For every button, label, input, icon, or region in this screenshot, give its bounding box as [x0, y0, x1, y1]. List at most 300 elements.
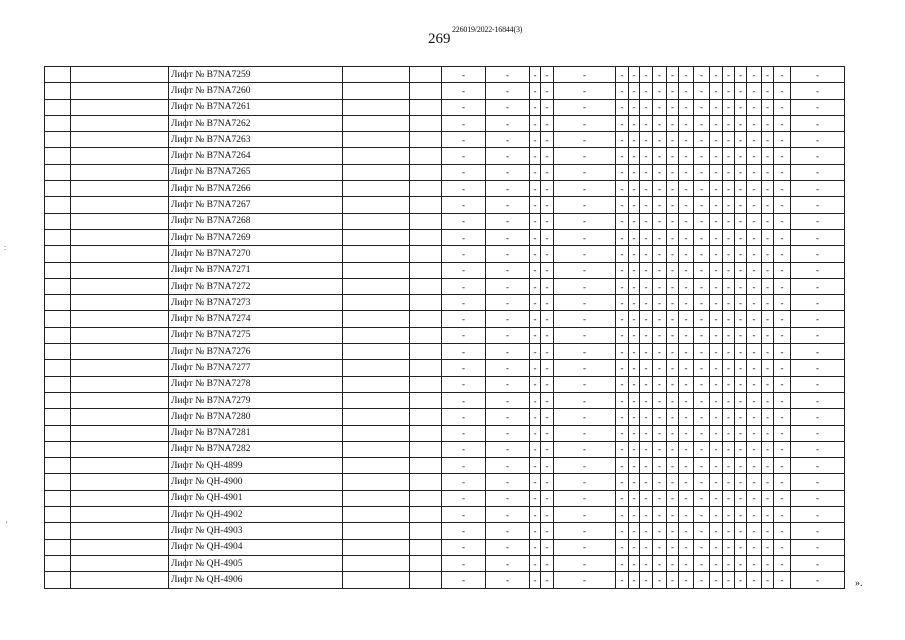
dash-cell: -	[486, 229, 530, 245]
dash-cell: -	[667, 115, 679, 131]
dash-cell: -	[791, 311, 845, 327]
dash-cell: -	[541, 115, 554, 131]
dash-cell: -	[541, 148, 554, 164]
dash-cell: -	[640, 295, 653, 311]
dash-cell: -	[640, 115, 653, 131]
dash-cell: -	[653, 262, 667, 278]
dash-cell: -	[541, 197, 554, 213]
empty-cell	[410, 474, 442, 490]
dash-cell: -	[629, 132, 640, 148]
table-row	[45, 99, 845, 115]
empty-cell	[71, 99, 169, 115]
dash-cell: -	[747, 83, 762, 99]
dash-cell: -	[629, 507, 640, 523]
dash-cell: -	[710, 67, 723, 83]
dash-cell: -	[442, 507, 486, 523]
dash-cell: -	[679, 507, 694, 523]
empty-cell	[343, 327, 410, 343]
table-row	[45, 295, 845, 311]
dash-cell: -	[747, 132, 762, 148]
margin-mark-lower: '	[6, 520, 8, 529]
dash-cell: -	[791, 344, 845, 360]
dash-cell: -	[791, 262, 845, 278]
dash-cell: -	[442, 197, 486, 213]
empty-cell	[410, 132, 442, 148]
dash-cell: -	[530, 197, 541, 213]
empty-cell	[410, 99, 442, 115]
dash-cell: -	[653, 278, 667, 294]
dash-cell: -	[554, 376, 616, 392]
dash-cell: -	[735, 295, 747, 311]
dash-cell: -	[723, 148, 735, 164]
dash-cell: -	[710, 425, 723, 441]
dash-cell: -	[791, 278, 845, 294]
dash-cell: -	[667, 132, 679, 148]
dash-cell: -	[791, 458, 845, 474]
empty-cell	[45, 572, 71, 588]
dash-cell: -	[541, 181, 554, 197]
elevator-name-cell: Лифт № B7NA7265	[169, 164, 343, 180]
table-row	[45, 213, 845, 229]
dash-cell: -	[667, 490, 679, 506]
empty-cell	[71, 132, 169, 148]
dash-cell: -	[554, 115, 616, 131]
dash-cell: -	[679, 99, 694, 115]
dash-cell: -	[723, 164, 735, 180]
dash-cell: -	[710, 555, 723, 571]
dash-cell: -	[774, 507, 791, 523]
empty-cell	[45, 409, 71, 425]
dash-cell: -	[723, 539, 735, 555]
dash-cell: -	[694, 409, 710, 425]
table-row	[45, 262, 845, 278]
dash-cell: -	[442, 539, 486, 555]
dash-cell: -	[762, 425, 774, 441]
dash-cell: -	[723, 83, 735, 99]
empty-cell	[71, 229, 169, 245]
dash-cell: -	[629, 344, 640, 360]
dash-cell: -	[653, 441, 667, 457]
empty-cell	[71, 327, 169, 343]
dash-cell: -	[710, 507, 723, 523]
dash-cell: -	[762, 327, 774, 343]
dash-cell: -	[530, 441, 541, 457]
empty-cell	[71, 572, 169, 588]
dash-cell: -	[735, 132, 747, 148]
empty-cell	[410, 376, 442, 392]
dash-cell: -	[629, 181, 640, 197]
dash-cell: -	[791, 327, 845, 343]
dash-cell: -	[616, 474, 629, 490]
empty-cell	[410, 278, 442, 294]
dash-cell: -	[616, 213, 629, 229]
empty-cell	[71, 458, 169, 474]
dash-cell: -	[747, 99, 762, 115]
empty-cell	[45, 115, 71, 131]
dash-cell: -	[486, 148, 530, 164]
dash-cell: -	[747, 311, 762, 327]
dash-cell: -	[694, 164, 710, 180]
elevator-register-table	[44, 66, 845, 589]
dash-cell: -	[735, 181, 747, 197]
dash-cell: -	[486, 572, 530, 588]
dash-cell: -	[679, 83, 694, 99]
elevator-name-cell: Лифт № QH-4904	[169, 539, 343, 555]
dash-cell: -	[762, 164, 774, 180]
empty-cell	[45, 490, 71, 506]
dash-cell: -	[679, 197, 694, 213]
dash-cell: -	[486, 246, 530, 262]
dash-cell: -	[774, 164, 791, 180]
dash-cell: -	[735, 213, 747, 229]
empty-cell	[410, 458, 442, 474]
empty-cell	[71, 67, 169, 83]
dash-cell: -	[653, 539, 667, 555]
dash-cell: -	[554, 441, 616, 457]
dash-cell: -	[486, 132, 530, 148]
dash-cell: -	[530, 246, 541, 262]
empty-cell	[343, 311, 410, 327]
dash-cell: -	[735, 425, 747, 441]
dash-cell: -	[791, 376, 845, 392]
dash-cell: -	[442, 409, 486, 425]
dash-cell: -	[723, 197, 735, 213]
dash-cell: -	[629, 213, 640, 229]
dash-cell: -	[629, 115, 640, 131]
dash-cell: -	[530, 555, 541, 571]
dash-cell: -	[486, 539, 530, 555]
dash-cell: -	[541, 262, 554, 278]
dash-cell: -	[735, 148, 747, 164]
dash-cell: -	[747, 278, 762, 294]
dash-cell: -	[541, 278, 554, 294]
dash-cell: -	[679, 164, 694, 180]
dash-cell: -	[710, 376, 723, 392]
empty-cell	[71, 539, 169, 555]
dash-cell: -	[774, 132, 791, 148]
dash-cell: -	[442, 295, 486, 311]
dash-cell: -	[735, 115, 747, 131]
dash-cell: -	[791, 507, 845, 523]
elevator-name-cell: Лифт № B7NA7272	[169, 278, 343, 294]
dash-cell: -	[442, 344, 486, 360]
dash-cell: -	[554, 83, 616, 99]
empty-cell	[410, 181, 442, 197]
dash-cell: -	[723, 409, 735, 425]
dash-cell: -	[791, 360, 845, 376]
table-row	[45, 148, 845, 164]
dash-cell: -	[442, 67, 486, 83]
dash-cell: -	[653, 246, 667, 262]
dash-cell: -	[791, 115, 845, 131]
empty-cell	[410, 311, 442, 327]
dash-cell: -	[735, 376, 747, 392]
dash-cell: -	[679, 311, 694, 327]
empty-cell	[71, 392, 169, 408]
dash-cell: -	[710, 441, 723, 457]
dash-cell: -	[486, 441, 530, 457]
dash-cell: -	[774, 441, 791, 457]
dash-cell: -	[694, 278, 710, 294]
dash-cell: -	[791, 132, 845, 148]
dash-cell: -	[679, 441, 694, 457]
dash-cell: -	[640, 132, 653, 148]
dash-cell: -	[791, 490, 845, 506]
dash-cell: -	[791, 197, 845, 213]
empty-cell	[410, 327, 442, 343]
dash-cell: -	[667, 458, 679, 474]
empty-cell	[45, 555, 71, 571]
dash-cell: -	[629, 148, 640, 164]
empty-cell	[410, 490, 442, 506]
dash-cell: -	[442, 278, 486, 294]
dash-cell: -	[554, 311, 616, 327]
dash-cell: -	[679, 376, 694, 392]
dash-cell: -	[486, 392, 530, 408]
dash-cell: -	[667, 507, 679, 523]
dash-cell: -	[679, 229, 694, 245]
empty-cell	[343, 555, 410, 571]
dash-cell: -	[667, 327, 679, 343]
dash-cell: -	[774, 425, 791, 441]
dash-cell: -	[486, 278, 530, 294]
elevator-name-cell: Лифт № B7NA7261	[169, 99, 343, 115]
dash-cell: -	[723, 344, 735, 360]
dash-cell: -	[791, 164, 845, 180]
empty-cell	[45, 99, 71, 115]
dash-cell: -	[629, 67, 640, 83]
dash-cell: -	[791, 392, 845, 408]
empty-cell	[410, 555, 442, 571]
dash-cell: -	[442, 213, 486, 229]
dash-cell: -	[774, 278, 791, 294]
empty-cell	[343, 441, 410, 457]
dash-cell: -	[710, 229, 723, 245]
dash-cell: -	[791, 441, 845, 457]
empty-cell	[343, 213, 410, 229]
dash-cell: -	[541, 507, 554, 523]
dash-cell: -	[629, 425, 640, 441]
dash-cell: -	[710, 344, 723, 360]
dash-cell: -	[710, 327, 723, 343]
dash-cell: -	[723, 246, 735, 262]
dash-cell: -	[791, 572, 845, 588]
empty-cell	[71, 83, 169, 99]
empty-cell	[343, 458, 410, 474]
dash-cell: -	[442, 360, 486, 376]
dash-cell: -	[694, 213, 710, 229]
empty-cell	[410, 344, 442, 360]
dash-cell: -	[486, 67, 530, 83]
empty-cell	[410, 83, 442, 99]
dash-cell: -	[629, 441, 640, 457]
dash-cell: -	[735, 507, 747, 523]
dash-cell: -	[530, 148, 541, 164]
dash-cell: -	[667, 392, 679, 408]
dash-cell: -	[554, 213, 616, 229]
dash-cell: -	[486, 555, 530, 571]
empty-cell	[45, 148, 71, 164]
dash-cell: -	[541, 458, 554, 474]
empty-cell	[71, 523, 169, 539]
dash-cell: -	[710, 474, 723, 490]
dash-cell: -	[530, 409, 541, 425]
dash-cell: -	[640, 474, 653, 490]
empty-cell	[45, 67, 71, 83]
dash-cell: -	[541, 409, 554, 425]
dash-cell: -	[629, 376, 640, 392]
table-row	[45, 83, 845, 99]
dash-cell: -	[747, 555, 762, 571]
dash-cell: -	[762, 181, 774, 197]
dash-cell: -	[530, 83, 541, 99]
dash-cell: -	[667, 262, 679, 278]
dash-cell: -	[791, 409, 845, 425]
dash-cell: -	[486, 262, 530, 278]
dash-cell: -	[616, 148, 629, 164]
dash-cell: -	[640, 425, 653, 441]
dash-cell: -	[486, 360, 530, 376]
dash-cell: -	[694, 67, 710, 83]
dash-cell: -	[554, 148, 616, 164]
dash-cell: -	[442, 458, 486, 474]
dash-cell: -	[640, 246, 653, 262]
dash-cell: -	[616, 67, 629, 83]
dash-cell: -	[554, 572, 616, 588]
dash-cell: -	[486, 197, 530, 213]
dash-cell: -	[640, 555, 653, 571]
table-row	[45, 376, 845, 392]
dash-cell: -	[640, 360, 653, 376]
dash-cell: -	[541, 490, 554, 506]
dash-cell: -	[762, 344, 774, 360]
dash-cell: -	[747, 115, 762, 131]
empty-cell	[343, 148, 410, 164]
dash-cell: -	[667, 425, 679, 441]
table-row	[45, 197, 845, 213]
dash-cell: -	[791, 148, 845, 164]
dash-cell: -	[554, 507, 616, 523]
empty-cell	[343, 197, 410, 213]
elevator-name-cell: Лифт № B7NA7281	[169, 425, 343, 441]
empty-cell	[343, 67, 410, 83]
dash-cell: -	[486, 213, 530, 229]
empty-cell	[410, 229, 442, 245]
dash-cell: -	[710, 490, 723, 506]
dash-cell: -	[486, 425, 530, 441]
dash-cell: -	[640, 507, 653, 523]
dash-cell: -	[774, 327, 791, 343]
dash-cell: -	[723, 262, 735, 278]
empty-cell	[343, 376, 410, 392]
dash-cell: -	[679, 278, 694, 294]
dash-cell: -	[629, 229, 640, 245]
dash-cell: -	[653, 67, 667, 83]
table-row	[45, 458, 845, 474]
empty-cell	[410, 425, 442, 441]
dash-cell: -	[530, 213, 541, 229]
dash-cell: -	[774, 262, 791, 278]
dash-cell: -	[710, 181, 723, 197]
dash-cell: -	[530, 229, 541, 245]
dash-cell: -	[762, 360, 774, 376]
empty-cell	[343, 295, 410, 311]
dash-cell: -	[486, 409, 530, 425]
table-row	[45, 392, 845, 408]
empty-cell	[343, 523, 410, 539]
dash-cell: -	[667, 148, 679, 164]
dash-cell: -	[735, 539, 747, 555]
empty-cell	[410, 441, 442, 457]
dash-cell: -	[667, 572, 679, 588]
dash-cell: -	[679, 181, 694, 197]
empty-cell	[71, 197, 169, 213]
margin-mark-upper: :	[4, 243, 7, 252]
dash-cell: -	[616, 295, 629, 311]
dash-cell: -	[653, 83, 667, 99]
dash-cell: -	[762, 572, 774, 588]
dash-cell: -	[541, 572, 554, 588]
page-number: 269	[428, 31, 451, 47]
dash-cell: -	[442, 229, 486, 245]
dash-cell: -	[791, 523, 845, 539]
dash-cell: -	[723, 458, 735, 474]
dash-cell: -	[723, 229, 735, 245]
empty-cell	[45, 344, 71, 360]
dash-cell: -	[629, 523, 640, 539]
dash-cell: -	[653, 409, 667, 425]
dash-cell: -	[442, 262, 486, 278]
dash-cell: -	[774, 539, 791, 555]
dash-cell: -	[640, 311, 653, 327]
dash-cell: -	[640, 262, 653, 278]
dash-cell: -	[530, 311, 541, 327]
dash-cell: -	[640, 458, 653, 474]
dash-cell: -	[747, 148, 762, 164]
elevator-name-cell: Лифт № B7NA7280	[169, 409, 343, 425]
empty-cell	[71, 409, 169, 425]
dash-cell: -	[679, 458, 694, 474]
dash-cell: -	[710, 99, 723, 115]
dash-cell: -	[723, 555, 735, 571]
empty-cell	[71, 360, 169, 376]
dash-cell: -	[747, 441, 762, 457]
empty-cell	[71, 181, 169, 197]
empty-cell	[45, 523, 71, 539]
empty-cell	[45, 132, 71, 148]
dash-cell: -	[442, 555, 486, 571]
empty-cell	[410, 360, 442, 376]
dash-cell: -	[486, 507, 530, 523]
dash-cell: -	[762, 392, 774, 408]
dash-cell: -	[667, 213, 679, 229]
empty-cell	[343, 409, 410, 425]
dash-cell: -	[667, 67, 679, 83]
dash-cell: -	[653, 392, 667, 408]
dash-cell: -	[530, 523, 541, 539]
dash-cell: -	[735, 360, 747, 376]
dash-cell: -	[710, 83, 723, 99]
dash-cell: -	[616, 327, 629, 343]
dash-cell: -	[554, 392, 616, 408]
dash-cell: -	[653, 164, 667, 180]
dash-cell: -	[442, 392, 486, 408]
dash-cell: -	[762, 148, 774, 164]
dash-cell: -	[616, 278, 629, 294]
dash-cell: -	[762, 67, 774, 83]
dash-cell: -	[735, 229, 747, 245]
dash-cell: -	[735, 392, 747, 408]
